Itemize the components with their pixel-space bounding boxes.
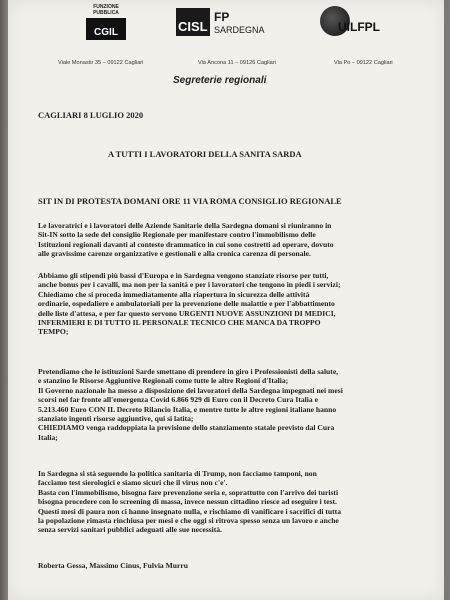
paragraph-2 — [38, 271, 434, 337]
paragraph-line: Sit-IN sotto la sede del consiglio Regionale per manifestare contro l'immobilismo delle — [38, 230, 316, 240]
paragraph-line: Abbiamo gli stipendi più bassi d'Europa e in Sardegna vengono stanziate risorse per tutti, — [38, 271, 329, 280]
signatories: Roberta Gessa, Massimo Cinus, Fulvia Murru — [38, 561, 188, 570]
cgil-address: Viale Monastir 35 – 09122 Cagliari — [58, 60, 144, 66]
cisl-logo-region: SARDEGNA — [214, 25, 265, 35]
paragraph-line: facciamo test sierologici e siamo sicuri che il virus non c'e'. — [38, 478, 228, 488]
paragraph-line: Il Governo nazionale ha messo a disposizione dei lavoratori della Sardegna impegnati nei mesi — [38, 385, 343, 395]
paragraph-line: anche bonus per i cavalli, ma non per la sanità e per i lavoratori che tengono in piedi i servizi; — [38, 280, 341, 290]
paragraph-line: In Sardegna si stà seguendo la politica sanitaria di Trump, non facciamo tamponi, non — [38, 469, 317, 478]
segreterie-heading: Segreterie regionali — [173, 75, 267, 86]
paragraph-line: 5.213.460 Euro CON IL Decreto Rilancio Italia, e mentre tutte le altre regioni italiane hanno — [38, 404, 337, 414]
paragraph-line: bisogna procedere con lo screening di massa, invece nessun cittadino riesce ad eseguire i test. — [38, 497, 337, 507]
paragraph-line: Chiediamo che si proceda immediatamente alla riapertura in sicurezza delle attività — [38, 289, 310, 299]
event-announcement: SIT IN DI PROTESTA DOMANI ORE 11 VIA ROMA CONSIGLIO REGIONALE — [38, 196, 342, 206]
paragraph-3 — [38, 367, 434, 442]
letter-page — [8, 0, 444, 600]
paragraph-line: CHIEDIAMO venga raddoppiata la previsione dello stanziamento statale previsto dal Cura — [38, 423, 335, 433]
paragraph-line: Le lavoratrici e i lavoratori delle Aziende Sanitarie della Sardegna domani si riuniranno in — [38, 221, 332, 230]
paragraph-line: senza servizi sanitari pubblici adeguati alle sue necessità. — [38, 525, 222, 535]
paragraph-line: stanziato ingenti risorse aggiuntive, qui si latita; — [38, 414, 194, 424]
cisl-logo-fp: FP — [214, 10, 230, 24]
cgil-logo — [86, 4, 126, 40]
paragraph-line: alle gravissime carenze organizzative e gestionali e alla cronica carenza di personale. — [38, 249, 311, 259]
paragraph-line: TEMPO; — [38, 327, 69, 337]
cisl-address: Via Ancona 11 – 09126 Cagliari — [198, 60, 276, 66]
uil-address: Via Po – 09122 Cagliari — [334, 60, 393, 66]
letter-date: CAGLIARI 8 LUGLIO 2020 — [38, 110, 144, 120]
paragraph-line: Basta con l'immobilismo, bisogna fare prevenzione seria e, soprattutto con l'arrivo dei turisti — [38, 487, 339, 497]
cisl-logo — [176, 8, 296, 38]
paragraph-line: Pretendiamo che le istituzioni Sarde smettano di prendere in giro i Professionisti della salute, — [38, 367, 339, 376]
cisl-logo-mark: CISL — [176, 8, 210, 36]
paragraph-line: INFERMIERI E DI TUTTO IL PERSONALE TECNICO CHE MANCA DA TROPPO — [38, 318, 321, 328]
paragraph-line: Questi mesi di paura non ci hanno insegnato nulla, e rischiamo di vanificare i sacrifici di tutta — [38, 506, 341, 516]
letter-addressee: A TUTTI I LAVORATORI DELLA SANITA SARDA — [108, 149, 302, 159]
cgil-logo-mark: CGIL — [86, 18, 126, 40]
cgil-logo-caption: FUNZIONE PUBBLICA — [93, 4, 119, 16]
paragraph-4 — [38, 469, 434, 535]
paragraph-line: ordinarie, ospedaliere e ambulatoriali per la prevenzione delle malattie e per l'abbattimento — [38, 299, 335, 309]
uilfpl-logo — [316, 6, 396, 46]
paragraph-line: la popolazione rimasta rinchiusa per mesi e che oggi si ritrova spesso senza un lavoro e anche — [38, 516, 339, 526]
uilfpl-logo-text: UILFPL — [338, 20, 380, 34]
paragraph-line: Istituzioni regionali davanti al contesto drammatico in cui sono costretti ad operare, dovuto — [38, 239, 334, 249]
paragraph-1 — [38, 221, 434, 259]
paragraph-line: scorsi nel far fronte all'emergenza Covid 6.866 929 di Euro con il Decreto Cura Italia e — [38, 395, 318, 405]
paragraph-line: delle liste d'attesa, e per far questo servono URGENTI NUOVE ASSUNZIONI DI MEDICI, — [38, 308, 336, 318]
paragraph-line: Italia; — [38, 432, 58, 442]
paragraph-line: e stanzino le Risorse Aggiuntive Regionali come tutte le altre Regioni d'Italia; — [38, 376, 289, 386]
